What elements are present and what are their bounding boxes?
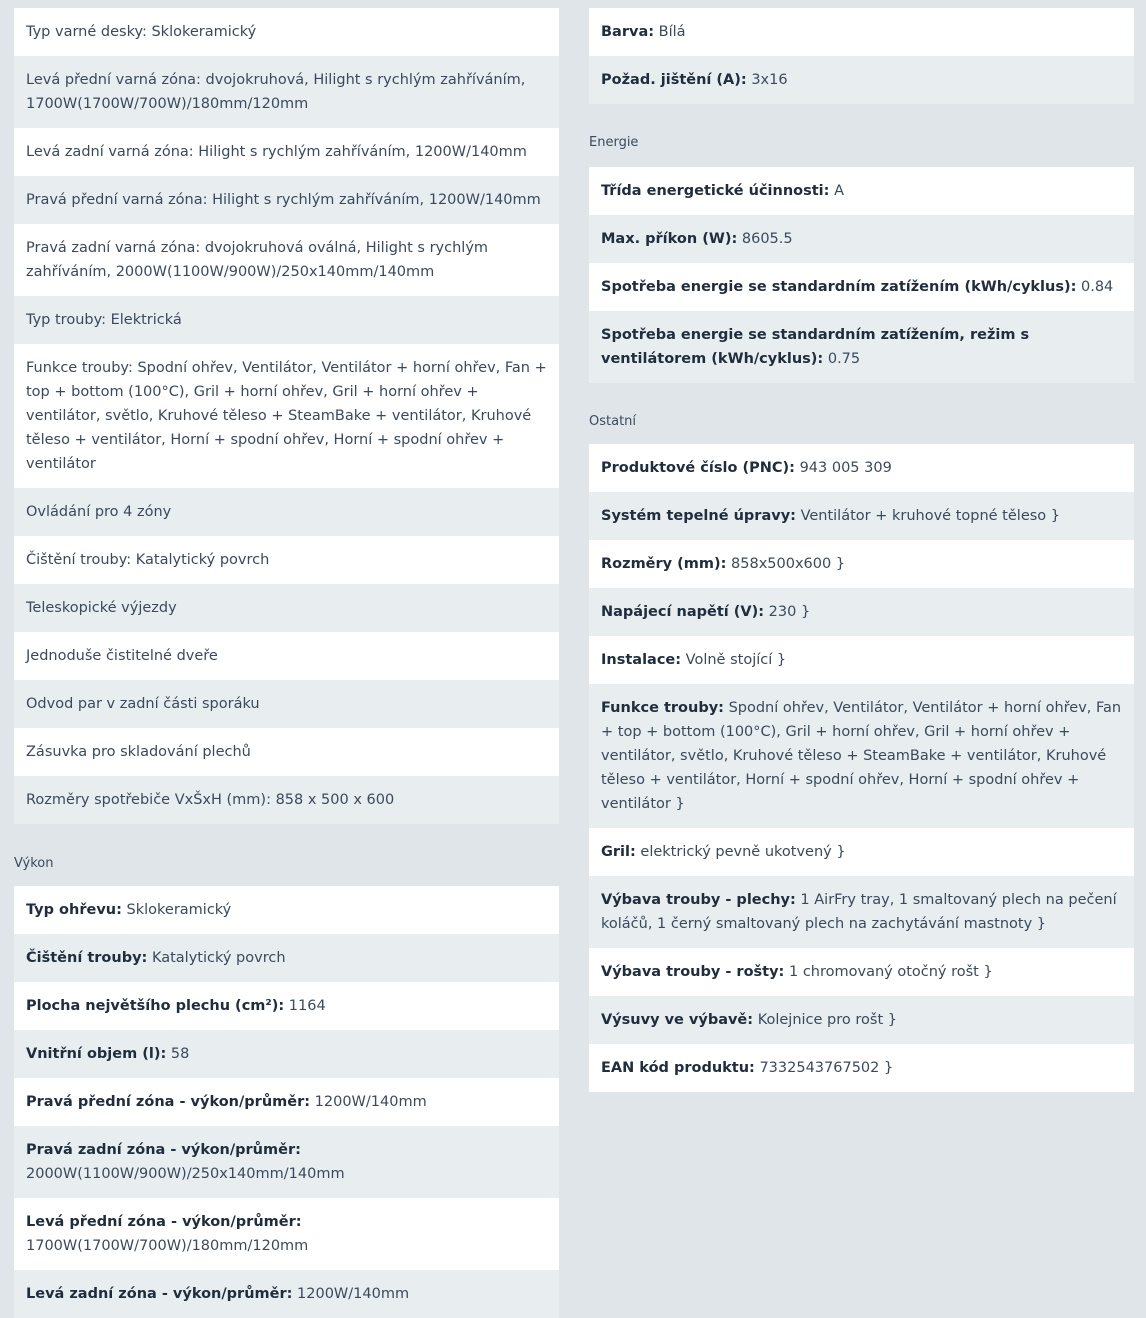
spec-row bbox=[14, 1126, 559, 1198]
spec-value: Katalytický povrch bbox=[151, 950, 286, 966]
spec-value: 1 chromovaný otočný rošt } bbox=[788, 964, 993, 980]
spec-key: Vnitřní objem (l): bbox=[26, 1046, 167, 1062]
feature-text: Funkce trouby: Spodní ohřev, Ventilátor, Ventilátor + horní ohřev, Fan + top + bottom (100°C), Gril + horní ohřev, Gril + horní ohřev + ventilátor, světlo, Kruhové těleso + SteamBake + ventilátor, Kruhové těleso + ventilátor, Horní + spodní ohřev, Horní + spodní ohřev + ventilátor bbox=[26, 360, 547, 472]
spec-value: Volně stojící } bbox=[685, 652, 787, 668]
ostatni-list bbox=[589, 444, 1134, 1092]
spec-value: 1164 bbox=[288, 998, 326, 1014]
feature-row bbox=[14, 176, 559, 224]
spec-value: 943 005 309 bbox=[799, 460, 892, 476]
spec-row bbox=[14, 1198, 559, 1270]
section-title-vykon: Výkon bbox=[14, 856, 54, 871]
spec-value: 1200W/140mm bbox=[297, 1286, 410, 1302]
feature-row bbox=[14, 8, 559, 56]
feature-text: Pravá zadní varná zóna: dvojokruhová oválná, Hilight s rychlým zahříváním, 2000W(1100W/900W)/250x140mm/140mm bbox=[26, 240, 489, 280]
spec-row bbox=[589, 540, 1134, 588]
feature-row bbox=[14, 536, 559, 584]
spec-key: Typ ohřevu: bbox=[26, 902, 122, 918]
spec-row bbox=[14, 982, 559, 1030]
spec-value: Sklokeramický bbox=[126, 902, 232, 918]
feature-row bbox=[14, 680, 559, 728]
spec-key: Max. příkon (W): bbox=[601, 231, 738, 247]
spec-value: 230 } bbox=[768, 604, 811, 620]
feature-row bbox=[14, 776, 559, 824]
right-column bbox=[589, 8, 1134, 1092]
spec-row bbox=[589, 56, 1134, 104]
spec-key: Třída energetické účinnosti: bbox=[601, 183, 830, 199]
spec-value: Spodní ohřev, Ventilátor, Ventilátor + horní ohřev, Fan + top + bottom (100°C), Gril + horní ohřev, Gril + horní ohřev + ventilátor, světlo, Kruhové těleso + SteamBake + ventilátor, Kruhové těleso + ventilátor, Horní + spodní ohřev, Horní + spodní ohřev + ventilátor } bbox=[601, 700, 1122, 812]
feature-text: Zásuvka pro skladování plechů bbox=[26, 744, 251, 760]
feature-row bbox=[14, 224, 559, 296]
feature-row bbox=[14, 632, 559, 680]
spec-value: 3x16 bbox=[751, 72, 788, 88]
spec-key: Pravá přední zóna - výkon/průměr: bbox=[26, 1094, 311, 1110]
feature-row bbox=[14, 728, 559, 776]
spec-row bbox=[589, 492, 1134, 540]
feature-row bbox=[14, 56, 559, 128]
spec-value: 1200W/140mm bbox=[314, 1094, 427, 1110]
spec-key: Levá přední zóna - výkon/průměr: bbox=[26, 1214, 302, 1230]
left-column bbox=[14, 8, 559, 1318]
spec-key: Napájecí napětí (V): bbox=[601, 604, 765, 620]
basic-list bbox=[589, 8, 1134, 104]
spec-value: elektrický pevně ukotvený } bbox=[640, 844, 846, 860]
feature-row bbox=[14, 296, 559, 344]
spec-row bbox=[589, 311, 1134, 383]
spec-value: 1700W(1700W/700W)/180mm/120mm bbox=[26, 1238, 309, 1254]
section-title-ostatni: Ostatní bbox=[589, 414, 637, 429]
feature-text: Pravá přední varná zóna: Hilight s rychlým zahříváním, 1200W/140mm bbox=[26, 192, 541, 208]
spec-key: Požad. jištění (A): bbox=[601, 72, 747, 88]
spec-value: Ventilátor + kruhové topné těleso } bbox=[800, 508, 1060, 524]
spec-key: Rozměry (mm): bbox=[601, 556, 727, 572]
spec-value: A bbox=[834, 183, 844, 199]
spec-row bbox=[589, 684, 1134, 828]
spec-row bbox=[589, 167, 1134, 215]
spec-key: Výsuvy ve výbavě: bbox=[601, 1012, 754, 1028]
spec-key: Spotřeba energie se standardním zatížením, režim s ventilátorem (kWh/cyklus): bbox=[601, 327, 1030, 367]
spec-key: Instalace: bbox=[601, 652, 682, 668]
spec-row bbox=[589, 263, 1134, 311]
spec-row bbox=[589, 444, 1134, 492]
spec-row bbox=[14, 934, 559, 982]
feature-row bbox=[14, 488, 559, 536]
feature-text: Levá zadní varná zóna: Hilight s rychlým zahříváním, 1200W/140mm bbox=[26, 144, 527, 160]
spec-value: Kolejnice pro rošt } bbox=[757, 1012, 897, 1028]
feature-row bbox=[14, 128, 559, 176]
spec-key: Čištění trouby: bbox=[26, 950, 148, 966]
spec-row bbox=[589, 215, 1134, 263]
spec-value: 1 AirFry tray, 1 smaltovaný plech na pečení koláčů, 1 černý smaltovaný plech na zachytávání mastnoty } bbox=[601, 892, 1117, 932]
spec-row bbox=[14, 1078, 559, 1126]
spec-key: Výbava trouby - plechy: bbox=[601, 892, 796, 908]
spec-key: Levá zadní zóna - výkon/průměr: bbox=[26, 1286, 293, 1302]
spec-row bbox=[589, 1044, 1134, 1092]
feature-row bbox=[14, 344, 559, 488]
spec-row bbox=[589, 636, 1134, 684]
spec-row bbox=[14, 1030, 559, 1078]
feature-text: Levá přední varná zóna: dvojokruhová, Hilight s rychlým zahříváním, 1700W(1700W/700W)/180mm/120mm bbox=[26, 72, 526, 112]
features-list bbox=[14, 8, 559, 824]
spec-key: Plocha největšího plechu (cm²): bbox=[26, 998, 285, 1014]
spec-value: 0.84 bbox=[1081, 279, 1114, 295]
spec-value: 858x500x600 } bbox=[731, 556, 846, 572]
energie-list bbox=[589, 167, 1134, 383]
spec-key: Gril: bbox=[601, 844, 636, 860]
spec-value: 7332543767502 } bbox=[759, 1060, 894, 1076]
feature-row bbox=[14, 584, 559, 632]
spec-value: 0.75 bbox=[827, 351, 861, 367]
spec-row bbox=[589, 828, 1134, 876]
feature-text: Jednoduše čistitelné dveře bbox=[26, 648, 218, 664]
spec-row bbox=[589, 876, 1134, 948]
spec-key: Produktové číslo (PNC): bbox=[601, 460, 795, 476]
vykon-list bbox=[14, 886, 559, 1318]
feature-text: Ovládání pro 4 zóny bbox=[26, 504, 172, 520]
spec-key: Pravá zadní zóna - výkon/průměr: bbox=[26, 1142, 301, 1158]
spec-value: 2000W(1100W/900W)/250x140mm/140mm bbox=[26, 1166, 345, 1182]
spec-row bbox=[14, 886, 559, 934]
spec-value: 58 bbox=[170, 1046, 190, 1062]
feature-text: Odvod par v zadní části sporáku bbox=[26, 696, 260, 712]
spec-key: Spotřeba energie se standardním zatížením (kWh/cyklus): bbox=[601, 279, 1077, 295]
spec-value: 8605.5 bbox=[741, 231, 793, 247]
spec-row bbox=[589, 8, 1134, 56]
feature-text: Čištění trouby: Katalytický povrch bbox=[26, 552, 270, 568]
spec-row bbox=[14, 1270, 559, 1318]
spec-value: Bílá bbox=[658, 24, 686, 40]
feature-text: Rozměry spotřebiče VxŠxH (mm): 858 x 500 x 600 bbox=[26, 792, 395, 808]
feature-text: Typ varné desky: Sklokeramický bbox=[26, 24, 257, 40]
spec-key: Výbava trouby - rošty: bbox=[601, 964, 785, 980]
feature-text: Teleskopické výjezdy bbox=[26, 600, 177, 616]
spec-key: Funkce trouby: bbox=[601, 700, 724, 716]
spec-row bbox=[589, 588, 1134, 636]
spec-key: Barva: bbox=[601, 24, 655, 40]
feature-text: Typ trouby: Elektrická bbox=[26, 312, 182, 328]
spec-key: Systém tepelné úpravy: bbox=[601, 508, 796, 524]
section-title-energie: Energie bbox=[589, 135, 639, 150]
spec-row bbox=[589, 996, 1134, 1044]
spec-key: EAN kód produktu: bbox=[601, 1060, 755, 1076]
spec-row bbox=[589, 948, 1134, 996]
